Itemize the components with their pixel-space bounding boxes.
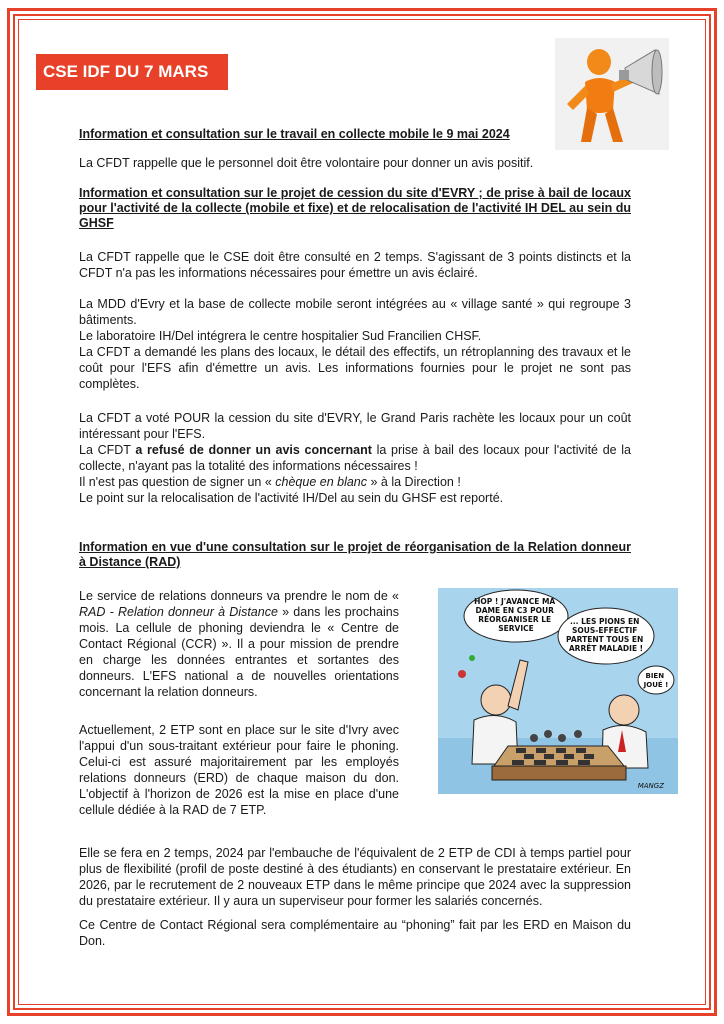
paragraph-line: Le laboratoire IH/Del intégrera le centre hospitalier Sud Francilien CHSF.: [79, 329, 482, 343]
cartoon-signature: MANGZ: [637, 782, 664, 790]
section-paragraph: Elle se fera en 2 temps, 2024 par l'embauche de l'équivalent de 2 ETP de CDI à temps partiel pour plus de flexibilité (profil de poste destiné à des étudiants) en conservant le prestataire extérieur. En 2026, par le recrutement de 2 nouveaux ETP dans le même principe que 2024 avec la suppression du prestataire extérieur. Il y aura un superviseur pour former les salariés concernés.: [79, 846, 631, 908]
section-paragraph: Actuellement, 2 ETP sont en place sur le site d'Ivry avec l'appui d'un sous-traitant extérieur pour faire le phoning. Celui-ci est assuré majoritairement par les employés relations donneurs (ERD) de chaque maison du don. L'objectif à l'horizon de 2026 est la mise en place d'une cellule dédiée à la RAD de 7 ETP.: [79, 723, 399, 817]
cartoon-bubble-text: JOUÉ !: [643, 681, 669, 689]
bold-emphasis: a refusé de donner un avis concernant: [135, 443, 372, 457]
section-heading-collecte-mobile: Information et consultation sur le travail en collecte mobile le 9 mai 2024: [79, 127, 510, 141]
section-paragraph: [79, 296, 631, 392]
cartoon-bubble-text: RÉORGANISER LE: [478, 615, 552, 624]
paragraph-line: La CFDT a demandé les plans des locaux, le détail des effectifs, un rétroplanning des travaux et le coût pour l'EFS afin d'émettre un avis. Les informations fournies pour le projet ne sont pas complètes.: [79, 345, 631, 391]
paragraph-line: La MDD d'Evry et la base de collecte mobile seront intégrées au « village santé » qui regroupe 3 bâtiments.: [79, 297, 631, 327]
cartoon-bubble-text: ARRÊT MALADIE !: [568, 644, 644, 653]
cartoon-bubble-text: BIEN: [645, 672, 665, 680]
text-fragment: la prise à bail des locaux pour l'activité de la collecte, n'ayant pas la totalité des informations nécessaires !: [79, 443, 632, 473]
cartoon-bubble-text: ... LES PIONS EN: [569, 617, 640, 626]
text-fragment: La CFDT: [79, 443, 136, 457]
section-paragraph: La CFDT rappelle que le personnel doit être volontaire pour donner un avis positif.: [79, 156, 534, 170]
cartoon-bubble-text: PARTENT TOUS EN: [566, 635, 644, 644]
section-paragraph: La CFDT rappelle que le CSE doit être consulté en 2 temps. S'agissant de 3 points distincts et la CFDT n'a pas les informations nécessaires pour émettre un avis éclairé.: [79, 250, 631, 280]
page-title-banner: CSE IDF DU 7 MARS: [36, 54, 228, 90]
section-heading-cession-evry: Information et consultation sur le projet de cession du site d'EVRY ; de prise à bail de locaux pour l'activité de la collecte (mobile et fixe) et de relocalisation de l'activité IH DEL au sein du GHSF: [79, 186, 631, 230]
section-paragraph: Ce Centre de Contact Régional sera complémentaire au “phoning” fait par les ERD en Maison du Don.: [79, 918, 631, 948]
cartoon-bubble-text: SERVICE: [498, 624, 534, 633]
section-paragraph: [79, 410, 631, 506]
paragraph-line: [79, 474, 631, 490]
italic-emphasis: RAD - Relation donneur à Distance: [79, 605, 278, 619]
svg-text:... LES PIONS EN SOUS-EFFE: [566, 617, 646, 653]
cartoon-bubble-text: DAME EN C3 POUR: [475, 606, 554, 615]
text-fragment: Le service de relations donneurs va prendre le nom de «: [79, 589, 399, 603]
section-paragraph: [79, 588, 399, 700]
text-fragment: » à la Direction !: [367, 475, 461, 489]
text-fragment: » dans les prochains mois. La cellule de phoning deviendra le « Centre de Contact Régional (CCR) ». Il a pour mission de prendre en charge les données entrantes et sortantes des donneurs. L'EFS national a de nouvelles orientations concernant la relation donneurs.: [79, 605, 399, 699]
checkers-cartoon-image: [438, 588, 678, 794]
paragraph-line: [79, 442, 631, 474]
italic-emphasis: chèque en blanc: [275, 475, 368, 489]
cartoon-bubble-text: HOP ! J'AVANCE MA: [474, 597, 556, 606]
svg-text:BIEN JOUÉ !: [643, 672, 669, 689]
section-heading-rad: Information en vue d'une consultation sur le projet de réorganisation de la Relation donneur à Distance (RAD): [79, 540, 631, 569]
cartoon-bubble-text: SOUS-EFFECTIF: [571, 626, 638, 635]
text-fragment: Il n'est pas question de signer un «: [79, 475, 276, 489]
paragraph-line: La CFDT a voté POUR la cession du site d'EVRY, le Grand Paris rachète les locaux pour un coût intéressant pour l'EFS.: [79, 411, 631, 441]
paragraph-line: Le point sur la relocalisation de l'activité IH/Del au sein du GHSF est reporté.: [79, 491, 504, 505]
